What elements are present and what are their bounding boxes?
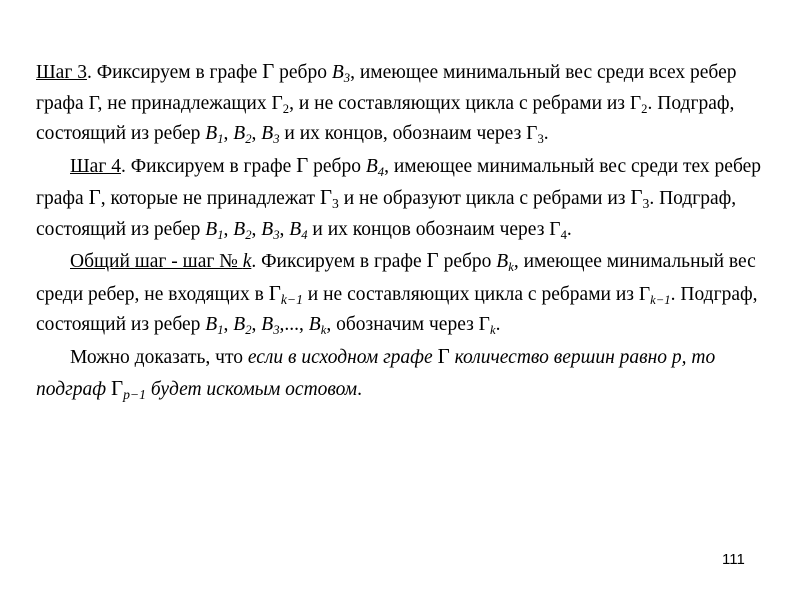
edge-b1: $B_1$ <box>205 123 224 146</box>
gamma-k: $\Gamma_k$ <box>478 314 496 337</box>
gamma-3: $\Gamma_3$ <box>319 185 339 212</box>
step-k-label: Общий шаг - шаг № k <box>70 251 252 272</box>
edge-b1: $B_1$ <box>205 314 224 337</box>
text: и их концов обознаим через <box>307 218 550 240</box>
period: . <box>566 218 572 240</box>
edge-b3: $B_3$ <box>261 314 280 337</box>
comma: , <box>251 218 257 240</box>
gamma-symbol: Γ <box>262 59 275 83</box>
text: обозначим через <box>336 314 479 335</box>
paragraph-conclusion <box>36 341 766 406</box>
edge-bk: $B_k$ <box>308 314 327 337</box>
gamma-2: $\Gamma_2$ <box>629 92 648 116</box>
comma: , <box>279 218 285 240</box>
edge-b2: $B_2$ <box>233 218 252 242</box>
comma: , <box>223 314 229 335</box>
edge-b2: $B_2$ <box>233 314 252 337</box>
text: Можно доказать, что <box>70 346 248 368</box>
text: , имеющее минимальный вес среди всех ребер графа <box>36 62 737 114</box>
emphasis-text: если в исходном графе <box>247 346 438 368</box>
gamma-k-minus-1: $\Gamma_{k-1}$ <box>638 283 671 307</box>
period: . <box>495 314 501 335</box>
text: ребро <box>274 62 332 83</box>
text: и не образуют цикла с ребрами из <box>338 188 631 209</box>
gamma-4: $\Gamma_4$ <box>549 218 567 242</box>
gamma-symbol: Γ <box>88 185 101 209</box>
text: ребро <box>308 155 366 177</box>
comma: , <box>223 123 229 144</box>
comma: , <box>223 218 229 240</box>
edge-b2: $B_2$ <box>233 123 252 146</box>
text: . Фиксируем в графе <box>86 62 263 83</box>
page-number: 111 <box>722 551 745 568</box>
edge-b4: $B_4$ <box>365 155 385 179</box>
gamma-k-minus-1: $\Gamma_{k-1}$ <box>268 280 303 307</box>
comma: , <box>251 314 257 335</box>
text: . Подграф, состоящий из ребер <box>36 188 737 240</box>
text: , не принадлежащих <box>97 92 272 114</box>
var-p: p <box>671 346 682 368</box>
text: , которые не принадлежат <box>100 188 320 209</box>
comma: , <box>326 314 332 335</box>
step-3-label: Шаг 3 <box>36 62 87 83</box>
text: ребро <box>438 251 497 272</box>
period: . <box>357 379 362 400</box>
paragraph-step-k <box>36 245 766 341</box>
text: . Подграф, состоящий из ребер <box>36 92 735 144</box>
text: . Фиксируем в графе <box>251 251 427 272</box>
gamma-2: $\Gamma_2$ <box>271 92 290 116</box>
text: . Фиксируем в графе <box>120 155 297 177</box>
emphasis-text: , то подграф <box>36 346 716 400</box>
comma: , <box>251 123 257 144</box>
edge-b3: $B_3$ <box>331 62 351 85</box>
period: . <box>543 123 549 144</box>
gamma-p-minus-1: $\Gamma_{p-1}$ <box>110 376 146 403</box>
step-4-label: Шаг 4 <box>70 155 121 177</box>
text: и их концов, обознаим через <box>279 123 527 144</box>
edge-b3: $B_3$ <box>261 218 280 242</box>
gamma-symbol: Γ <box>296 152 309 177</box>
text: , имеющее минимальный вес среди ребер, не входящих в <box>36 251 756 305</box>
gamma-3: $\Gamma_3$ <box>630 185 650 212</box>
edge-b1: $B_1$ <box>205 218 224 242</box>
text-block <box>36 56 766 406</box>
edge-bk: $B_k$ <box>496 251 514 274</box>
paragraph-step-3 <box>36 56 766 150</box>
edge-b4: $B_4$ <box>289 218 308 242</box>
gamma-symbol: Γ <box>88 92 98 114</box>
paragraph-step-4 <box>36 150 766 246</box>
emphasis-text: количество вершин равно <box>449 346 672 368</box>
emphasis-text: будет искомым остовом <box>145 379 358 400</box>
gamma-symbol: Γ <box>426 248 439 272</box>
text: . Подграф, состоящий из ребер <box>36 283 758 335</box>
edge-b3: $B_3$ <box>261 123 280 146</box>
text: и не составляющих цикла с ребрами из <box>302 283 639 305</box>
text: , и не составляющих цикла с ребрами из <box>289 92 630 114</box>
gamma-3: $\Gamma_3$ <box>526 123 544 146</box>
gamma-symbol: Γ <box>437 343 450 368</box>
ellipsis: ,..., <box>279 314 304 335</box>
text: , имеющее минимальный вес среди тех ребер графа <box>36 155 762 209</box>
